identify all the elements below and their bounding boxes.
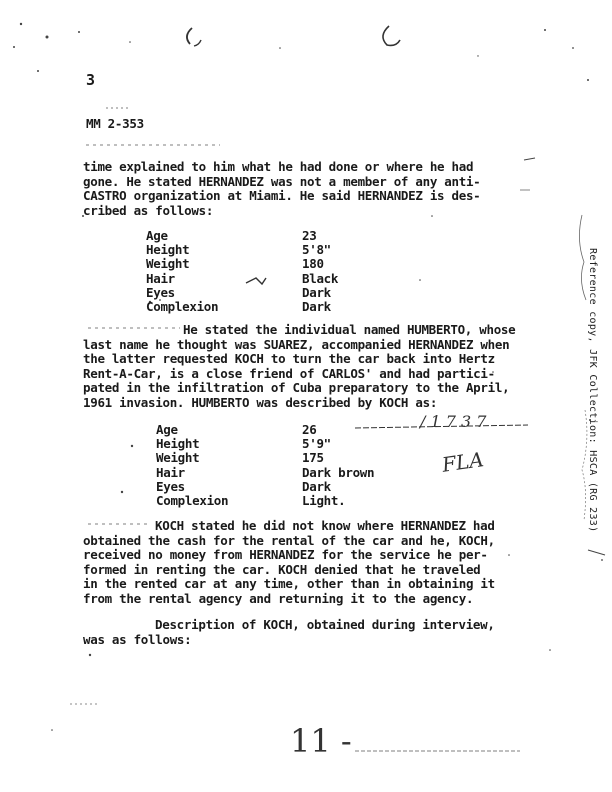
table-row: Age 23 <box>146 228 317 243</box>
handwritten-age-note: / 1 7 3 7 <box>420 412 487 431</box>
table-row: Weight 180 <box>146 256 324 272</box>
handwritten-initials: FLA <box>440 447 486 477</box>
page-number: 3 <box>86 71 95 89</box>
table-row: Age 26 <box>156 422 317 437</box>
table-row: Hair Black <box>146 270 339 286</box>
table-row: Hair Dark brown <box>156 464 375 480</box>
paragraph-koch-statement: KOCH stated he did not know where HERNANDEZ had obtained the cash for the rental of the car and he, KOCH, received no money from HERNANDEZ for the service he per- formed in renting the car. KOCH denied that he traveled in the rented car at any time, other than in obtaining it from the rental agency and returning it to the agency. <box>83 518 495 606</box>
table-row: Weight 175 <box>156 450 324 466</box>
hernandez-description-table <box>146 228 366 313</box>
paragraph-koch-description: Description of KOCH, obtained during interview, was as follows: <box>83 617 495 647</box>
table-row: Height 5'8" <box>146 242 331 258</box>
table-row: Eyes Dark <box>146 284 331 300</box>
paragraph-humberto: He stated the individual named HUMBERTO, whose last name he thought was SUAREZ, accompanied HERNANDEZ when the latter requested KOCH to turn the car back into Hertz Rent-A-Car, is a close friend of CARLOS' and had partici- pated in the infiltration of Cuba preparatory to the April, 1961 invasion. HUMBERTO was described by KOCH as: <box>83 322 516 410</box>
table-row: Complexion Light. <box>156 492 346 508</box>
table-row: Complexion Dark <box>146 298 331 314</box>
table-row: Height 5'9" <box>156 436 331 452</box>
humberto-description-table <box>156 422 396 507</box>
handwritten-footer: 11 - <box>290 722 352 760</box>
file-number: MM 2-353 <box>86 116 144 131</box>
paragraph-hernandez-intro: time explained to him what he had done or where he had gone. He stated HERNANDEZ was not a member of any anti- CASTRO organization at Miami. He said HERNANDEZ is des- cribed as follows: <box>83 159 481 218</box>
table-row: Eyes Dark <box>156 478 331 494</box>
reference-copy-stamp: Reference copy, JFK Collection: HSCA (RG 233) <box>587 248 598 533</box>
